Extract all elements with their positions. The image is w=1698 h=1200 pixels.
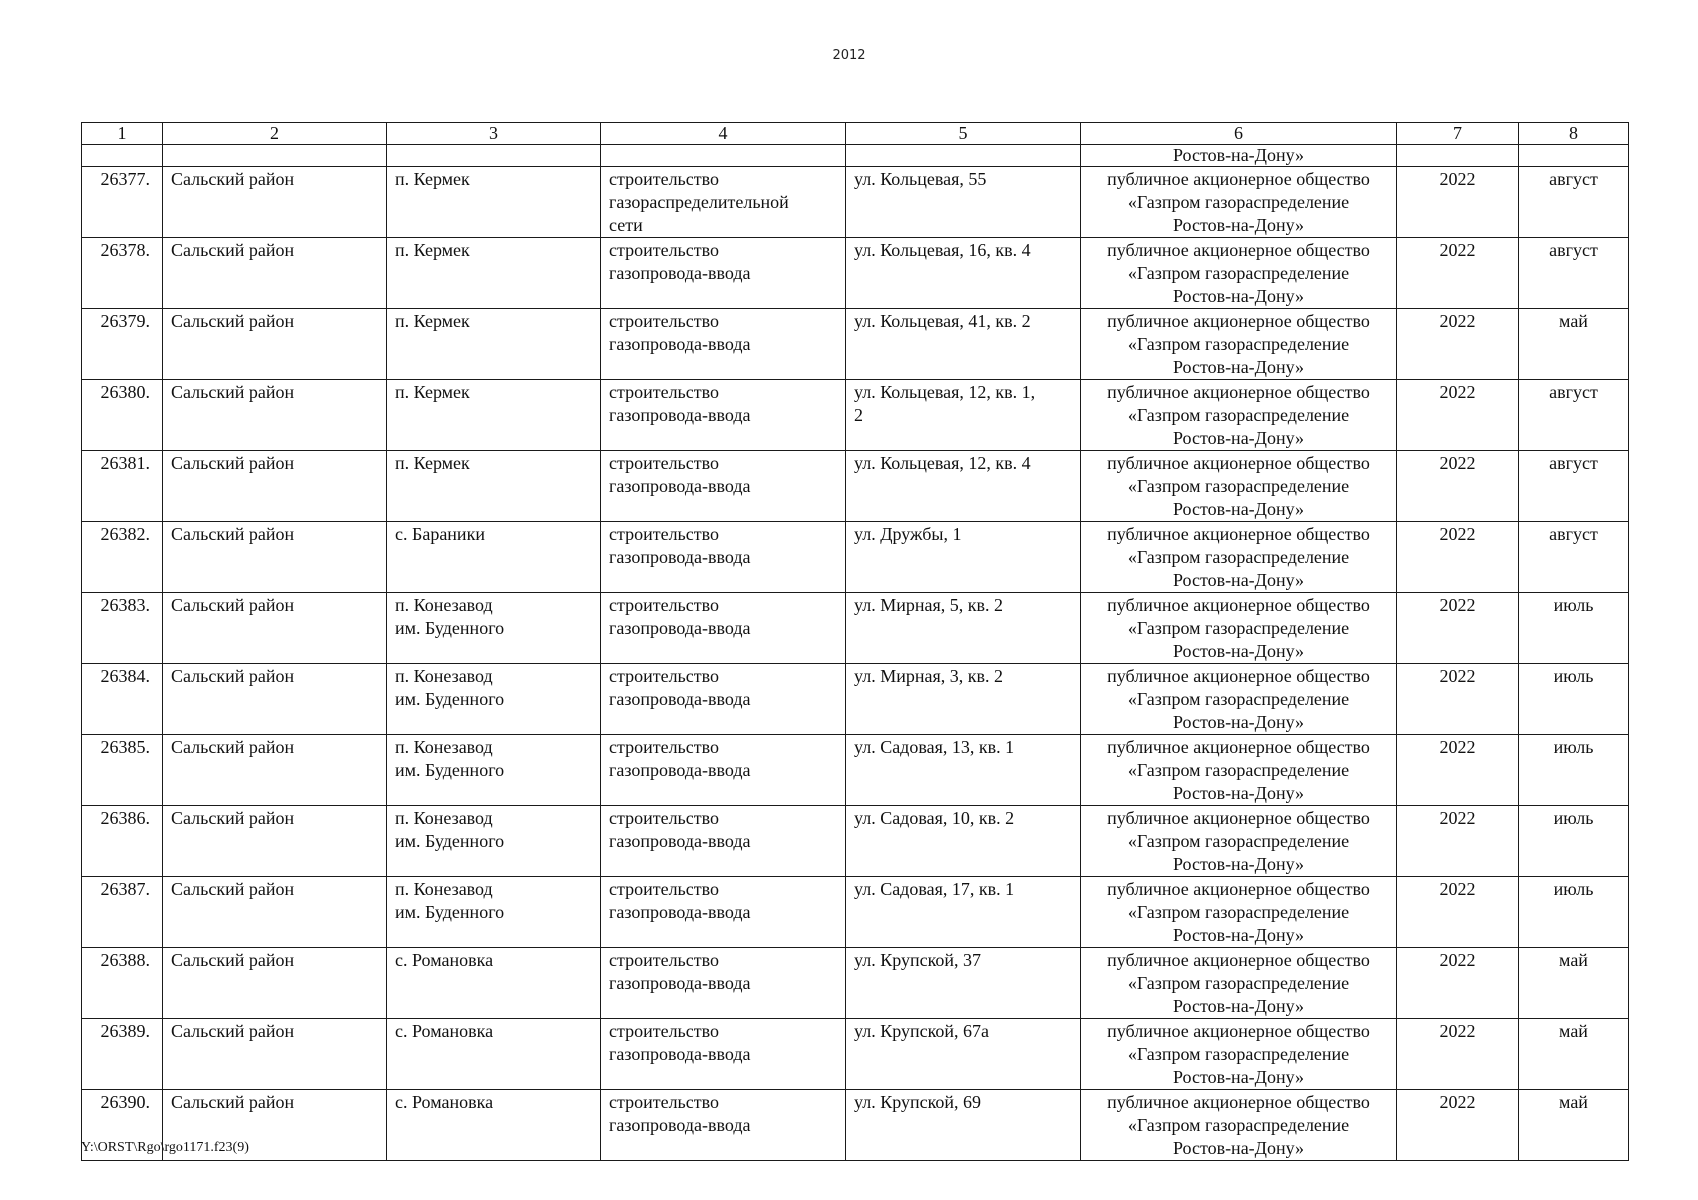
month-cell: май xyxy=(1519,1090,1629,1161)
month-cell: май xyxy=(1519,1019,1629,1090)
organization-cell: публичное акционерное общество «Газпром газораспределение Ростов-на-Дону» xyxy=(1081,664,1397,735)
page-number: 2012 xyxy=(832,48,866,63)
settlement-cell: п. Кермек xyxy=(387,380,601,451)
work-type-cell: строительство газопровода-ввода xyxy=(601,238,846,309)
month-cell: май xyxy=(1519,948,1629,1019)
organization-cell: публичное акционерное общество «Газпром газораспределение Ростов-на-Дону» xyxy=(1081,309,1397,380)
empty-cell xyxy=(1519,145,1629,167)
work-type-cell: строительство газопровода-ввода xyxy=(601,948,846,1019)
organization-cell: публичное акционерное общество «Газпром газораспределение Ростов-на-Дону» xyxy=(1081,1090,1397,1161)
table-row xyxy=(82,167,1629,238)
month-cell: август xyxy=(1519,380,1629,451)
address-cell: ул. Дружбы, 1 xyxy=(846,522,1081,593)
table-row xyxy=(82,238,1629,309)
district-cell: Сальский район xyxy=(163,735,387,806)
table-row xyxy=(82,1019,1629,1090)
table-row xyxy=(82,948,1629,1019)
year-cell: 2022 xyxy=(1397,167,1519,238)
address-cell: ул. Крупской, 69 xyxy=(846,1090,1081,1161)
work-type-cell: строительство газопровода-ввода xyxy=(601,451,846,522)
year-cell: 2022 xyxy=(1397,735,1519,806)
district-cell: Сальский район xyxy=(163,1019,387,1090)
district-cell: Сальский район xyxy=(163,380,387,451)
table-row xyxy=(82,806,1629,877)
row-number-cell: 26387. xyxy=(82,877,163,948)
work-type-cell: строительство газопровода-ввода xyxy=(601,877,846,948)
month-cell: август xyxy=(1519,451,1629,522)
year-cell: 2022 xyxy=(1397,238,1519,309)
year-cell: 2022 xyxy=(1397,664,1519,735)
row-number-cell: 26388. xyxy=(82,948,163,1019)
month-cell: июль xyxy=(1519,806,1629,877)
address-cell: ул. Мирная, 5, кв. 2 xyxy=(846,593,1081,664)
month-cell: май xyxy=(1519,309,1629,380)
settlement-cell: п. Кермек xyxy=(387,167,601,238)
year-cell: 2022 xyxy=(1397,806,1519,877)
organization-cell: публичное акционерное общество «Газпром газораспределение Ростов-на-Дону» xyxy=(1081,593,1397,664)
row-number-cell: 26382. xyxy=(82,522,163,593)
settlement-cell: с. Романовка xyxy=(387,948,601,1019)
column-numbers-row xyxy=(82,123,1629,145)
table-row xyxy=(82,735,1629,806)
district-cell: Сальский район xyxy=(163,451,387,522)
row-number-cell: 26379. xyxy=(82,309,163,380)
district-cell: Сальский район xyxy=(163,522,387,593)
district-cell: Сальский район xyxy=(163,806,387,877)
continued-row xyxy=(82,145,1629,167)
address-cell: ул. Кольцевая, 16, кв. 4 xyxy=(846,238,1081,309)
year-cell: 2022 xyxy=(1397,380,1519,451)
address-cell: ул. Кольцевая, 12, кв. 1, 2 xyxy=(846,380,1081,451)
column-number: 3 xyxy=(387,123,601,145)
work-type-cell: строительство газопровода-ввода xyxy=(601,522,846,593)
month-cell: август xyxy=(1519,522,1629,593)
work-type-cell: строительство газопровода-ввода xyxy=(601,593,846,664)
month-cell: июль xyxy=(1519,877,1629,948)
year-cell: 2022 xyxy=(1397,877,1519,948)
work-type-cell: строительство газопровода-ввода xyxy=(601,380,846,451)
row-number-cell: 26386. xyxy=(82,806,163,877)
work-type-cell: строительство газопровода-ввода xyxy=(601,309,846,380)
address-cell: ул. Мирная, 3, кв. 2 xyxy=(846,664,1081,735)
row-number-cell: 26390. xyxy=(82,1090,163,1161)
address-cell: ул. Садовая, 17, кв. 1 xyxy=(846,877,1081,948)
column-number: 1 xyxy=(82,123,163,145)
row-number-cell: 26383. xyxy=(82,593,163,664)
organization-cell: публичное акционерное общество «Газпром газораспределение Ростов-на-Дону» xyxy=(1081,735,1397,806)
month-cell: июль xyxy=(1519,593,1629,664)
address-cell: ул. Кольцевая, 12, кв. 4 xyxy=(846,451,1081,522)
district-cell: Сальский район xyxy=(163,948,387,1019)
work-type-cell: строительство газопровода-ввода xyxy=(601,735,846,806)
address-cell: ул. Крупской, 67а xyxy=(846,1019,1081,1090)
empty-cell xyxy=(387,145,601,167)
row-number-cell: 26381. xyxy=(82,451,163,522)
settlement-cell: п. Конезавод им. Буденного xyxy=(387,735,601,806)
row-number-cell: 26380. xyxy=(82,380,163,451)
district-cell: Сальский район xyxy=(163,1090,387,1161)
row-number-cell: 26389. xyxy=(82,1019,163,1090)
settlement-cell: п. Конезавод им. Буденного xyxy=(387,877,601,948)
settlement-cell: п. Кермек xyxy=(387,451,601,522)
settlement-cell: с. Романовка xyxy=(387,1019,601,1090)
district-cell: Сальский район xyxy=(163,877,387,948)
empty-cell xyxy=(846,145,1081,167)
column-number: 4 xyxy=(601,123,846,145)
settlement-cell: п. Кермек xyxy=(387,238,601,309)
address-cell: ул. Кольцевая, 55 xyxy=(846,167,1081,238)
settlement-cell: п. Конезавод им. Буденного xyxy=(387,806,601,877)
organization-cell: публичное акционерное общество «Газпром газораспределение Ростов-на-Дону» xyxy=(1081,167,1397,238)
month-cell: июль xyxy=(1519,735,1629,806)
address-cell: ул. Кольцевая, 41, кв. 2 xyxy=(846,309,1081,380)
organization-cell: публичное акционерное общество «Газпром газораспределение Ростов-на-Дону» xyxy=(1081,806,1397,877)
organization-cell: публичное акционерное общество «Газпром газораспределение Ростов-на-Дону» xyxy=(1081,877,1397,948)
organization-cell: публичное акционерное общество «Газпром газораспределение Ростов-на-Дону» xyxy=(1081,1019,1397,1090)
empty-cell xyxy=(163,145,387,167)
settlement-cell: с. Романовка xyxy=(387,1090,601,1161)
row-number-cell: 26385. xyxy=(82,735,163,806)
table-row xyxy=(82,593,1629,664)
column-number: 6 xyxy=(1081,123,1397,145)
address-cell: ул. Садовая, 13, кв. 1 xyxy=(846,735,1081,806)
address-cell: ул. Крупской, 37 xyxy=(846,948,1081,1019)
empty-cell xyxy=(601,145,846,167)
org-continuation-cell: Ростов-на-Дону» xyxy=(1081,145,1397,167)
year-cell: 2022 xyxy=(1397,309,1519,380)
row-number-cell: 26377. xyxy=(82,167,163,238)
work-type-cell: строительство газопровода-ввода xyxy=(601,664,846,735)
year-cell: 2022 xyxy=(1397,451,1519,522)
table-row xyxy=(82,1090,1629,1161)
settlement-cell: с. Бараники xyxy=(387,522,601,593)
table-row xyxy=(82,451,1629,522)
month-cell: июль xyxy=(1519,664,1629,735)
organization-cell: публичное акционерное общество «Газпром газораспределение Ростов-на-Дону» xyxy=(1081,380,1397,451)
organization-cell: публичное акционерное общество «Газпром газораспределение Ростов-на-Дону» xyxy=(1081,948,1397,1019)
organization-cell: публичное акционерное общество «Газпром газораспределение Ростов-на-Дону» xyxy=(1081,238,1397,309)
district-cell: Сальский район xyxy=(163,167,387,238)
organization-cell: публичное акционерное общество «Газпром газораспределение Ростов-на-Дону» xyxy=(1081,451,1397,522)
district-cell: Сальский район xyxy=(163,309,387,380)
work-type-cell: строительство газопровода-ввода xyxy=(601,1019,846,1090)
district-cell: Сальский район xyxy=(163,238,387,309)
row-number-cell: 26378. xyxy=(82,238,163,309)
empty-cell xyxy=(1397,145,1519,167)
district-cell: Сальский район xyxy=(163,593,387,664)
settlement-cell: п. Конезавод им. Буденного xyxy=(387,593,601,664)
month-cell: август xyxy=(1519,238,1629,309)
year-cell: 2022 xyxy=(1397,1019,1519,1090)
settlement-cell: п. Конезавод им. Буденного xyxy=(387,664,601,735)
table-row xyxy=(82,664,1629,735)
column-number: 7 xyxy=(1397,123,1519,145)
district-cell: Сальский район xyxy=(163,664,387,735)
work-type-cell: строительство газопровода-ввода xyxy=(601,806,846,877)
organization-cell: публичное акционерное общество «Газпром газораспределение Ростов-на-Дону» xyxy=(1081,522,1397,593)
work-type-cell: строительство газораспределительной сети xyxy=(601,167,846,238)
column-number: 2 xyxy=(163,123,387,145)
row-number-cell: 26384. xyxy=(82,664,163,735)
address-cell: ул. Садовая, 10, кв. 2 xyxy=(846,806,1081,877)
year-cell: 2022 xyxy=(1397,948,1519,1019)
column-number: 5 xyxy=(846,123,1081,145)
year-cell: 2022 xyxy=(1397,1090,1519,1161)
table-row xyxy=(82,309,1629,380)
year-cell: 2022 xyxy=(1397,522,1519,593)
work-type-cell: строительство газопровода-ввода xyxy=(601,1090,846,1161)
empty-cell xyxy=(82,145,163,167)
file-path-footer: Y:\ORST\Rgo\rgo1171.f23(9) xyxy=(81,1140,249,1155)
column-number: 8 xyxy=(1519,123,1629,145)
register-table xyxy=(81,122,1629,1161)
settlement-cell: п. Кермек xyxy=(387,309,601,380)
table-row xyxy=(82,380,1629,451)
table-row xyxy=(82,877,1629,948)
table-row xyxy=(82,522,1629,593)
year-cell: 2022 xyxy=(1397,593,1519,664)
month-cell: август xyxy=(1519,167,1629,238)
